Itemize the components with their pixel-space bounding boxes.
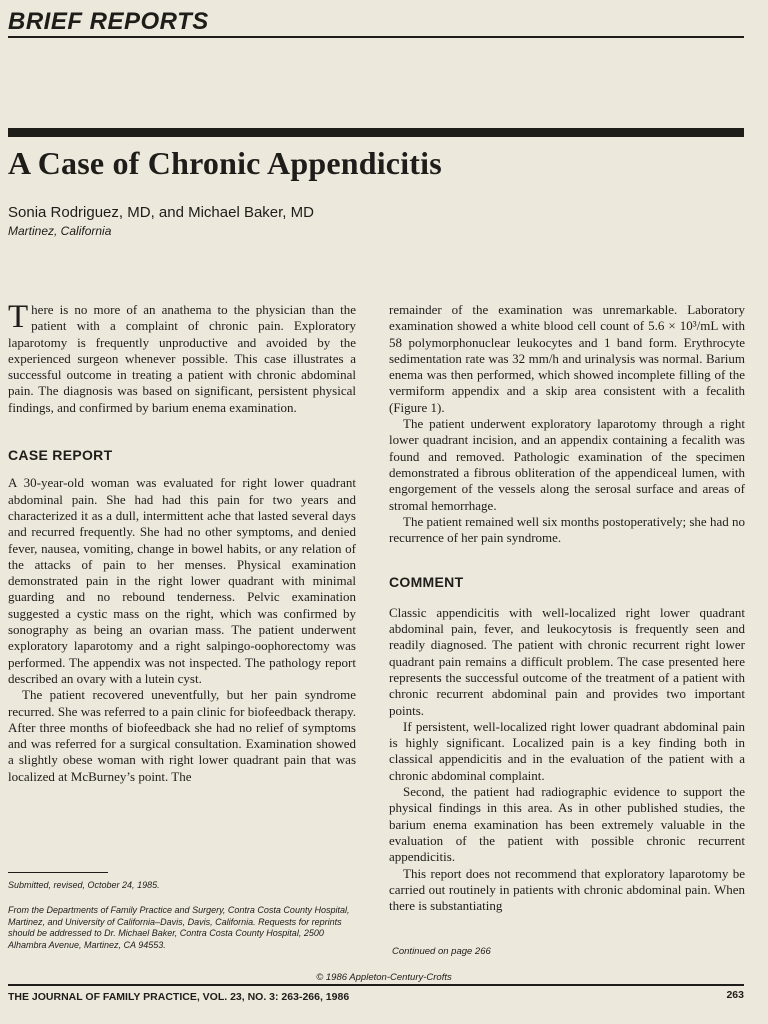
intro-text: here is no more of an anathema to the physician than the patient with a complaint of chronic pain. Exploratory laparotomy is frequently unproductive and avoided by the experienced surgeon whenever possible. This case illustrates a successful outcome in treating a patient with chronic abdominal pain. The diagnosis was based on significant, persistent physical findings, and confirmed by barium enema examination.	[8, 302, 356, 415]
article-authors: Sonia Rodriguez, MD, and Michael Baker, MD	[8, 204, 314, 221]
page-number: 263	[726, 989, 744, 1001]
comment-heading: COMMENT	[389, 574, 464, 591]
copyright-line: © 1986 Appleton-Century-Crofts	[316, 972, 452, 983]
footer-rule	[8, 984, 744, 986]
article-title: A Case of Chronic Appendicitis	[8, 145, 442, 181]
drop-cap: T	[8, 299, 29, 335]
right-column	[389, 302, 745, 914]
case-report-paragraph-1: A 30-year-old woman was evaluated for right lower quadrant abdominal pain. She had had this pain for two years and characterized it as a dull, intermittent ache that lasted several days and recurred frequently. She had no other symptoms, and denied fever, nausea, vomiting, change in bowel habits, or any relation of the attacks of pain to her menses. Physical examination demonstrated pain in the right lower quadrant with minimal guarding and no rebound tenderness. Pelvic examination suggested a cystic mass on the right, which was confirmed by sonography as being an ovarian mass. The patient underwent exploratory laparotomy and a right salpingo-oophorectomy was performed. The appendix was not inspected. The pathology report described an ovary with a lutein cyst.	[8, 475, 356, 686]
intro-paragraph	[8, 299, 356, 416]
article-location: Martinez, California	[8, 224, 112, 238]
results-paragraph-1: remainder of the examination was unremarkable. Laboratory examination showed a white blood cell count of 5.6 × 10³/mL with 58 polymorphonuclear leukocytes and 1 band form. Erythrocyte sedimentation rate was 32 mm/h and urinalysis was normal. Barium enema was then performed, which showed incomplete filling of the vermiform appendix and a skip area consistent with a fecalith (Figure 1).	[389, 302, 745, 415]
comment-paragraph-2: If persistent, well-localized right lower quadrant abdominal pain is highly significant. Localized pain is a key finding both in classical appendicitis and in the evaluation of the patient with a chronic abdominal complaint.	[389, 718, 745, 783]
case-report-heading: CASE REPORT	[8, 447, 113, 464]
affiliation-note: From the Departments of Family Practice and Surgery, Contra Costa County Hospital, Martinez, and University of California–Davis, Davis, California. Requests for reprints should be addressed to Dr. Michael Baker, Contra Costa County Hospital, 2500 Alhambra Avenue, Martinez, CA 94553.	[8, 905, 350, 950]
left-column	[8, 299, 356, 785]
comment-paragraph-4: This report does not recommend that exploratory laparotomy be carried out routinely in patients with chronic abdominal pain. When there is substantiating	[389, 865, 745, 914]
section-header: BRIEF REPORTS	[8, 8, 209, 35]
comment-paragraph-3: Second, the patient had radiographic evidence to support the physical findings in this area. As in other published studies, the barium enema examination has been extremely valuable in the evaluation of the patient with possible chronic recurrent appendicitis.	[389, 784, 745, 865]
case-report-paragraph-2: The patient recovered uneventfully, but her pain syndrome recurred. She was referred to a pain clinic for biofeedback therapy. After three months of biofeedback she had no relief of symptoms and was referred for a surgical consultation. Examination showed a slightly obese woman with right lower quadrant pain that was localized at McBurney’s point. The	[8, 687, 356, 784]
continued-note: Continued on page 266	[392, 946, 491, 957]
results-paragraph-2: The patient underwent exploratory laparotomy through a right lower quadrant incision, and an appendix containing a fecalith was found and removed. Pathologic examination of the specimen demonstrated a fibrous obliteration of the appendiceal lumen, with engorgement of the vessels along the serosal surface and areas of stromal hemorrhage.	[389, 416, 745, 513]
comment-paragraph-1: Classic appendicitis with well-localized right lower quadrant abdominal pain, fever, and leukocytosis is frequently seen and readily diagnosed. The patient with chronic recurrent right lower quadrant pain remains a difficult problem. The case presented here represents the successful outcome of the treatment of a patient with chronic recurrent abdominal pain and provides two important points.	[389, 604, 745, 718]
submitted-note: Submitted, revised, October 24, 1985.	[8, 880, 160, 890]
header-rule	[8, 36, 744, 38]
results-paragraph-3: The patient remained well six months postoperatively; she had no recurrence of her pain syndrome.	[389, 513, 745, 546]
journal-citation: THE JOURNAL OF FAMILY PRACTICE, VOL. 23, NO. 3: 263-266, 1986	[8, 991, 350, 1003]
footnote-rule	[8, 872, 108, 873]
title-bar	[8, 128, 744, 137]
